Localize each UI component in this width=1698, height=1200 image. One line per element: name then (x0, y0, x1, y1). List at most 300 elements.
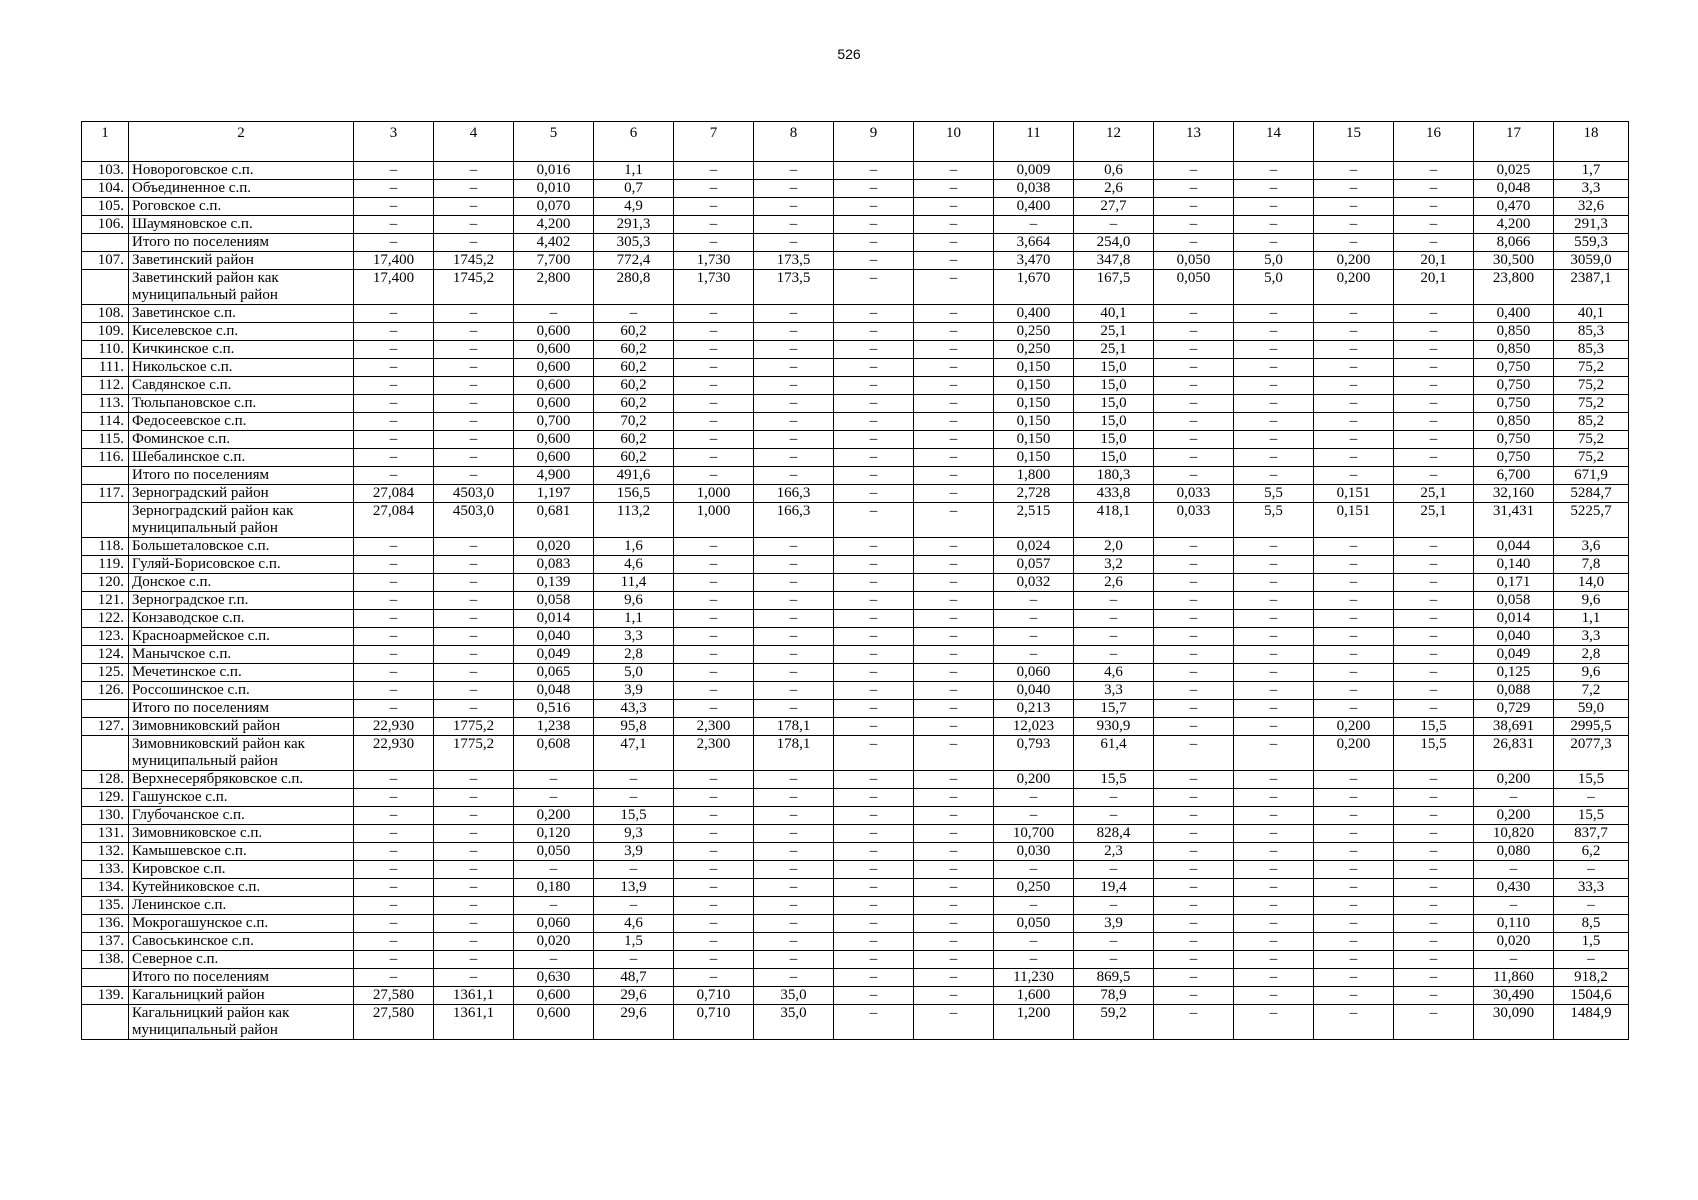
cell-value: – (1154, 718, 1234, 736)
cell-value: – (1394, 377, 1474, 395)
cell-value: – (354, 305, 434, 323)
table-row (82, 574, 1629, 592)
cell-value: – (914, 341, 994, 359)
cell-value: – (354, 807, 434, 825)
cell-value: 0,200 (1314, 736, 1394, 771)
cell-value: 0,850 (1474, 341, 1554, 359)
cell-value: – (1074, 610, 1154, 628)
cell-value: – (1314, 807, 1394, 825)
cell-value: 5284,7 (1554, 485, 1629, 503)
cell-value: 0,025 (1474, 162, 1554, 180)
cell-value: 930,9 (1074, 718, 1154, 736)
cell-value: – (834, 807, 914, 825)
cell-value: – (834, 915, 914, 933)
table-row (82, 789, 1629, 807)
cell-value: – (1234, 736, 1314, 771)
cell-value: 30,500 (1474, 252, 1554, 270)
cell-value: – (434, 610, 514, 628)
cell-value: – (1234, 825, 1314, 843)
cell-value: 2387,1 (1554, 270, 1629, 305)
cell-value: – (1394, 592, 1474, 610)
cell-value: 772,4 (594, 252, 674, 270)
cell-value: – (354, 879, 434, 897)
cell-value: – (914, 270, 994, 305)
cell-value: 59,2 (1074, 1005, 1154, 1040)
cell-value: – (674, 574, 754, 592)
cell-value: 1,5 (594, 933, 674, 951)
cell-value: – (1234, 861, 1314, 879)
cell-value: 1361,1 (434, 987, 514, 1005)
cell-value: – (1234, 574, 1314, 592)
cell-value: – (834, 198, 914, 216)
cell-value: – (1314, 377, 1394, 395)
cell-value: 0,050 (994, 915, 1074, 933)
cell-value: 9,6 (594, 592, 674, 610)
cell-value: 173,5 (754, 270, 834, 305)
cell-value: – (834, 1005, 914, 1040)
table-row (82, 592, 1629, 610)
cell-value: 11,860 (1474, 969, 1554, 987)
cell-value: – (514, 789, 594, 807)
cell-value: – (994, 592, 1074, 610)
cell-value: 4503,0 (434, 503, 514, 538)
cell-value: 0,200 (1314, 718, 1394, 736)
cell-value: 0,600 (514, 395, 594, 413)
cell-value: – (834, 861, 914, 879)
cell-value: 0,049 (1474, 646, 1554, 664)
cell-value: – (754, 592, 834, 610)
cell-value: 0,033 (1154, 503, 1234, 538)
cell-value: 5,0 (1234, 252, 1314, 270)
cell-value: 15,7 (1074, 700, 1154, 718)
cell-value: 0,600 (514, 987, 594, 1005)
cell-value: – (1314, 897, 1394, 915)
cell-value: – (834, 359, 914, 377)
cell-value: – (1394, 879, 1474, 897)
cell-value: 1,800 (994, 467, 1074, 485)
row-number: 103. (82, 162, 129, 180)
cell-value: 0,014 (514, 610, 594, 628)
cell-value: 0,400 (994, 305, 1074, 323)
cell-value: – (754, 180, 834, 198)
column-header: 18 (1554, 122, 1629, 162)
cell-value: 3,6 (1554, 538, 1629, 556)
cell-value: 75,2 (1554, 395, 1629, 413)
row-name: Тюльпановское с.п. (129, 395, 354, 413)
cell-value: 837,7 (1554, 825, 1629, 843)
cell-value: 0,200 (1314, 252, 1394, 270)
cell-value: – (354, 861, 434, 879)
cell-value: – (434, 198, 514, 216)
cell-value: – (354, 969, 434, 987)
cell-value: – (994, 897, 1074, 915)
cell-value: – (914, 198, 994, 216)
cell-value: 3,9 (594, 843, 674, 861)
cell-value: – (1154, 825, 1234, 843)
cell-value: – (914, 359, 994, 377)
cell-value: – (674, 162, 754, 180)
cell-value: – (834, 395, 914, 413)
column-header: 10 (914, 122, 994, 162)
cell-value: 75,2 (1554, 359, 1629, 377)
cell-value: – (1314, 951, 1394, 969)
row-name: Зерноградское г.п. (129, 592, 354, 610)
row-name: Федосеевское с.п. (129, 413, 354, 431)
cell-value: – (914, 736, 994, 771)
cell-value: – (1314, 574, 1394, 592)
cell-value: – (1154, 359, 1234, 377)
row-name: Заветинский район как муниципальный район (129, 270, 354, 305)
column-header: 3 (354, 122, 434, 162)
row-name: Итого по поселениям (129, 700, 354, 718)
cell-value: 8,066 (1474, 234, 1554, 252)
cell-value: – (1234, 431, 1314, 449)
cell-value: – (834, 879, 914, 897)
row-name: Фоминское с.п. (129, 431, 354, 449)
cell-value: – (914, 252, 994, 270)
cell-value: – (434, 323, 514, 341)
cell-value: – (1234, 682, 1314, 700)
cell-value: – (1394, 538, 1474, 556)
cell-value: 30,490 (1474, 987, 1554, 1005)
cell-value: – (1154, 682, 1234, 700)
table-row (82, 807, 1629, 825)
cell-value: 3,664 (994, 234, 1074, 252)
cell-value: – (1234, 449, 1314, 467)
cell-value: – (354, 915, 434, 933)
cell-value: – (354, 431, 434, 449)
cell-value: – (1394, 933, 1474, 951)
cell-value: – (1154, 771, 1234, 789)
cell-value: – (994, 951, 1074, 969)
cell-value: 0,139 (514, 574, 594, 592)
cell-value: 0,016 (514, 162, 594, 180)
cell-value: 33,3 (1554, 879, 1629, 897)
cell-value: – (1154, 216, 1234, 234)
row-number: 118. (82, 538, 129, 556)
cell-value: 1361,1 (434, 1005, 514, 1040)
cell-value: 180,3 (1074, 467, 1154, 485)
cell-value: – (674, 556, 754, 574)
cell-value: – (674, 395, 754, 413)
cell-value: – (354, 592, 434, 610)
cell-value: – (1394, 861, 1474, 879)
table-row (82, 879, 1629, 897)
cell-value: – (434, 377, 514, 395)
cell-value: – (1314, 861, 1394, 879)
cell-value: 60,2 (594, 323, 674, 341)
cell-value: 2,8 (594, 646, 674, 664)
cell-value: – (434, 592, 514, 610)
cell-value: – (1074, 646, 1154, 664)
cell-value: – (674, 180, 754, 198)
cell-value: – (674, 628, 754, 646)
cell-value: – (1554, 861, 1629, 879)
cell-value: – (1154, 395, 1234, 413)
cell-value: – (754, 198, 834, 216)
cell-value: – (1394, 180, 1474, 198)
cell-value: 0,600 (514, 377, 594, 395)
cell-value: 1,1 (1554, 610, 1629, 628)
cell-value: – (674, 664, 754, 682)
cell-value: 5,0 (1234, 270, 1314, 305)
cell-value: – (1154, 341, 1234, 359)
cell-value: 4503,0 (434, 485, 514, 503)
cell-value: – (674, 377, 754, 395)
cell-value: – (1234, 610, 1314, 628)
cell-value: – (1154, 861, 1234, 879)
table-row (82, 503, 1629, 538)
cell-value: – (834, 431, 914, 449)
cell-value: – (1074, 951, 1154, 969)
table-row (82, 180, 1629, 198)
cell-value: 5225,7 (1554, 503, 1629, 538)
cell-value: – (754, 413, 834, 431)
cell-value: 1,200 (994, 1005, 1074, 1040)
cell-value: – (754, 628, 834, 646)
cell-value: – (434, 789, 514, 807)
row-name: Зерноградский район (129, 485, 354, 503)
cell-value: – (914, 395, 994, 413)
cell-value: 25,1 (1074, 323, 1154, 341)
table-row (82, 843, 1629, 861)
cell-value: – (674, 234, 754, 252)
cell-value: – (434, 933, 514, 951)
cell-value: – (434, 628, 514, 646)
row-number: 131. (82, 825, 129, 843)
cell-value: – (914, 610, 994, 628)
cell-value: 418,1 (1074, 503, 1154, 538)
cell-value: – (754, 682, 834, 700)
cell-value: – (994, 807, 1074, 825)
cell-value: – (354, 162, 434, 180)
row-name: Мечетинское с.п. (129, 664, 354, 682)
cell-value: 0,750 (1474, 377, 1554, 395)
row-name: Кутейниковское с.п. (129, 879, 354, 897)
cell-value: 30,090 (1474, 1005, 1554, 1040)
cell-value: – (514, 771, 594, 789)
cell-value: – (914, 664, 994, 682)
cell-value: 0,150 (994, 449, 1074, 467)
cell-value: 0,060 (514, 915, 594, 933)
cell-value: 6,700 (1474, 467, 1554, 485)
cell-value: 1504,6 (1554, 987, 1629, 1005)
row-number: 134. (82, 879, 129, 897)
cell-value: 3,3 (1554, 628, 1629, 646)
cell-value: – (1154, 969, 1234, 987)
cell-value: – (1314, 467, 1394, 485)
cell-value: – (914, 538, 994, 556)
cell-value: – (434, 951, 514, 969)
table-row (82, 377, 1629, 395)
cell-value: 0,470 (1474, 198, 1554, 216)
cell-value: 0,030 (994, 843, 1074, 861)
cell-value: – (754, 467, 834, 485)
cell-value: 3,3 (594, 628, 674, 646)
cell-value: 0,200 (1474, 771, 1554, 789)
cell-value: – (674, 216, 754, 234)
cell-value: 4,9 (594, 198, 674, 216)
cell-value: – (434, 969, 514, 987)
cell-value: 0,400 (1474, 305, 1554, 323)
cell-value: 0,050 (514, 843, 594, 861)
cell-value: 9,6 (1554, 592, 1629, 610)
cell-value: 0,600 (514, 359, 594, 377)
cell-value: – (434, 341, 514, 359)
cell-value: – (1314, 789, 1394, 807)
cell-value: 0,213 (994, 700, 1074, 718)
cell-value: 0,150 (994, 395, 1074, 413)
row-number: 128. (82, 771, 129, 789)
cell-value: 869,5 (1074, 969, 1154, 987)
cell-value: 15,0 (1074, 395, 1154, 413)
row-name: Верхнесерябряковское с.п. (129, 771, 354, 789)
cell-value: 0,065 (514, 664, 594, 682)
cell-value: – (1074, 897, 1154, 915)
row-number: 125. (82, 664, 129, 682)
cell-value: 2,800 (514, 270, 594, 305)
cell-value: – (754, 216, 834, 234)
cell-value: – (754, 395, 834, 413)
cell-value: – (754, 556, 834, 574)
cell-value: – (1154, 807, 1234, 825)
row-number: 130. (82, 807, 129, 825)
cell-value: 78,9 (1074, 987, 1154, 1005)
cell-value: – (434, 538, 514, 556)
cell-value: – (354, 574, 434, 592)
cell-value: – (434, 843, 514, 861)
cell-value: 3,2 (1074, 556, 1154, 574)
cell-value: – (914, 879, 994, 897)
column-header: 7 (674, 122, 754, 162)
cell-value: – (1394, 843, 1474, 861)
cell-value: 291,3 (1554, 216, 1629, 234)
column-header: 16 (1394, 122, 1474, 162)
cell-value: – (354, 449, 434, 467)
cell-value: – (1314, 198, 1394, 216)
cell-value: 9,3 (594, 825, 674, 843)
cell-value: 0,110 (1474, 915, 1554, 933)
row-number: 111. (82, 359, 129, 377)
cell-value: – (514, 305, 594, 323)
cell-value: 1,000 (674, 503, 754, 538)
row-name: Большеталовское с.п. (129, 538, 354, 556)
row-name: Россошинское с.п. (129, 682, 354, 700)
table-row (82, 736, 1629, 771)
cell-value: 26,831 (1474, 736, 1554, 771)
cell-value: – (1394, 305, 1474, 323)
cell-value: – (834, 467, 914, 485)
row-number: 117. (82, 485, 129, 503)
cell-value: – (1394, 413, 1474, 431)
cell-value: 2,515 (994, 503, 1074, 538)
cell-value: 60,2 (594, 395, 674, 413)
cell-value: 25,1 (1394, 503, 1474, 538)
cell-value: – (1394, 969, 1474, 987)
cell-value: 15,5 (1074, 771, 1154, 789)
column-header: 4 (434, 122, 514, 162)
cell-value: – (674, 879, 754, 897)
cell-value: – (354, 556, 434, 574)
row-name: Манычское с.п. (129, 646, 354, 664)
cell-value: 15,5 (594, 807, 674, 825)
cell-value: – (754, 771, 834, 789)
cell-value: – (1394, 341, 1474, 359)
row-name: Северное с.п. (129, 951, 354, 969)
cell-value: – (834, 825, 914, 843)
cell-value: 75,2 (1554, 377, 1629, 395)
cell-value: – (1234, 969, 1314, 987)
cell-value: – (1314, 915, 1394, 933)
cell-value: – (354, 467, 434, 485)
cell-value: – (1394, 556, 1474, 574)
cell-value: 173,5 (754, 252, 834, 270)
cell-value: – (1314, 610, 1394, 628)
cell-value: – (754, 234, 834, 252)
table-row (82, 682, 1629, 700)
cell-value: – (914, 574, 994, 592)
cell-value: 0,150 (994, 377, 1074, 395)
row-name: Роговское с.п. (129, 198, 354, 216)
cell-value: 0,060 (994, 664, 1074, 682)
cell-value: 15,0 (1074, 359, 1154, 377)
cell-value: – (1234, 718, 1314, 736)
cell-value: – (354, 933, 434, 951)
cell-value: – (1314, 969, 1394, 987)
column-header: 17 (1474, 122, 1554, 162)
cell-value: – (1314, 431, 1394, 449)
cell-value: – (1314, 216, 1394, 234)
cell-value: 60,2 (594, 377, 674, 395)
cell-value: – (1394, 771, 1474, 789)
cell-value: – (754, 431, 834, 449)
cell-value: – (834, 664, 914, 682)
cell-value: 75,2 (1554, 431, 1629, 449)
cell-value: 1,238 (514, 718, 594, 736)
cell-value: – (1234, 198, 1314, 216)
cell-value: 11,4 (594, 574, 674, 592)
row-name: Кичкинское с.п. (129, 341, 354, 359)
cell-value: 0,151 (1314, 503, 1394, 538)
cell-value: 0,681 (514, 503, 594, 538)
table-row (82, 234, 1629, 252)
cell-value: – (834, 234, 914, 252)
cell-value: 0,600 (514, 431, 594, 449)
cell-value: – (834, 628, 914, 646)
cell-value: – (1154, 431, 1234, 449)
cell-value: 918,2 (1554, 969, 1629, 987)
cell-value: – (754, 305, 834, 323)
page-number: 526 (837, 46, 861, 62)
cell-value: 0,250 (994, 879, 1074, 897)
cell-value: – (1234, 771, 1314, 789)
cell-value: 305,3 (594, 234, 674, 252)
cell-value: 3,470 (994, 252, 1074, 270)
column-header: 8 (754, 122, 834, 162)
cell-value: 166,3 (754, 485, 834, 503)
cell-value: – (434, 305, 514, 323)
cell-value: – (754, 861, 834, 879)
cell-value: 17,400 (354, 252, 434, 270)
cell-value: – (674, 843, 754, 861)
cell-value: – (354, 198, 434, 216)
cell-value: – (1394, 359, 1474, 377)
cell-value: – (1394, 162, 1474, 180)
cell-value: – (834, 216, 914, 234)
row-name: Глубочанское с.п. (129, 807, 354, 825)
cell-value: – (754, 789, 834, 807)
cell-value: 254,0 (1074, 234, 1154, 252)
